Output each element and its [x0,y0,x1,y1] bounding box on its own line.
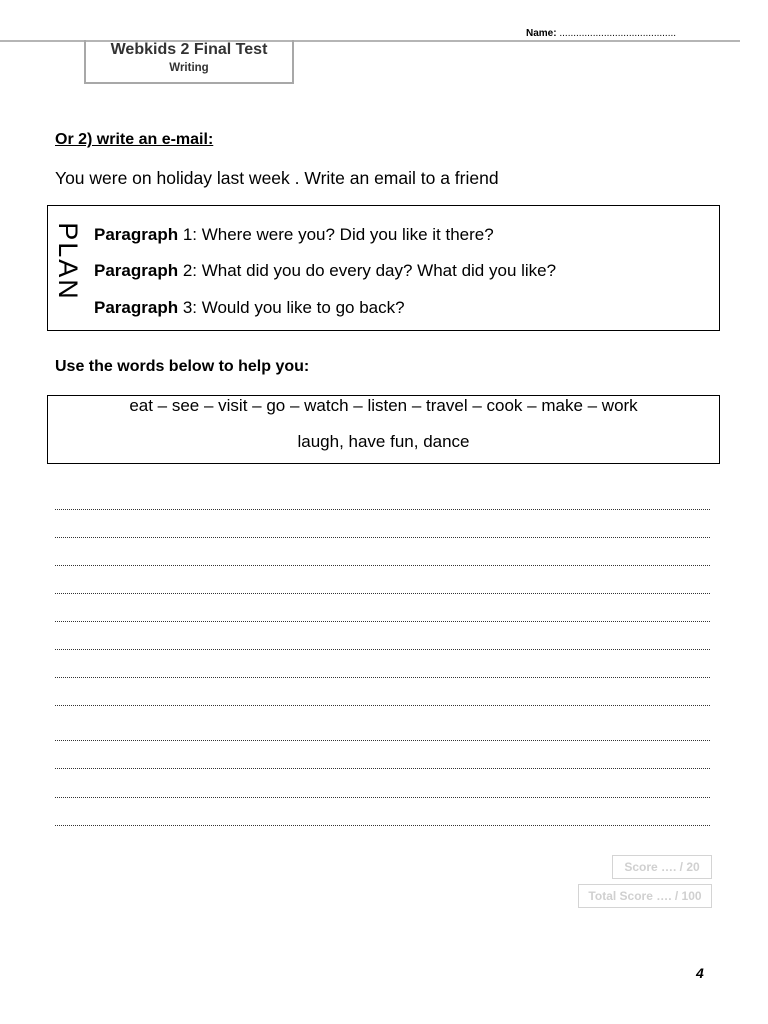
instruction-text: You were on holiday last week . Write an email to a friend [55,168,499,188]
plan-paragraph-2 [94,261,556,281]
writing-line[interactable] [55,768,710,769]
help-heading: Use the words below to help you: [55,358,310,375]
writing-line[interactable] [55,825,710,826]
name-field-label [526,28,676,39]
word-bank-box [47,395,720,464]
writing-line[interactable] [55,593,710,594]
test-title: Webkids 2 Final Test [110,41,268,58]
plan-paragraph-3 [94,298,405,318]
paragraph-label: Paragraph [94,261,179,280]
writing-line[interactable] [55,565,710,566]
paragraph-text: 2: What did you do every day? What did you like? [178,261,557,280]
writing-line[interactable] [55,621,710,622]
writing-line[interactable] [55,797,710,798]
writing-line[interactable] [55,677,710,678]
plan-label: PLAN [52,222,83,301]
title-box [84,40,294,84]
writing-line[interactable] [55,649,710,650]
name-label: Name: [526,28,557,39]
plan-box [47,205,720,331]
writing-line[interactable] [55,509,710,510]
section-heading: Or 2) write an e-mail: [55,131,214,148]
writing-line[interactable] [55,537,710,538]
page-number: 4 [696,965,704,981]
word-bank-line-1: eat – see – visit – go – watch – listen – travel – cook – make – work [129,396,638,415]
paragraph-text: 3: Would you like to go back? [178,298,405,317]
test-subtitle: Writing [169,62,209,74]
paragraph-label: Paragraph [94,225,179,244]
section-score-box: Score …. / 20 [612,855,712,879]
paragraph-label: Paragraph [94,298,179,317]
paragraph-text: 1: Where were you? Did you like it there? [178,225,494,244]
name-dots[interactable]: .......................................... [559,28,677,39]
plan-paragraph-1 [94,225,494,245]
word-bank-line-2: laugh, have fun, dance [297,432,470,451]
writing-line[interactable] [55,740,710,741]
total-score-box: Total Score …. / 100 [578,884,712,908]
writing-line[interactable] [55,705,710,706]
